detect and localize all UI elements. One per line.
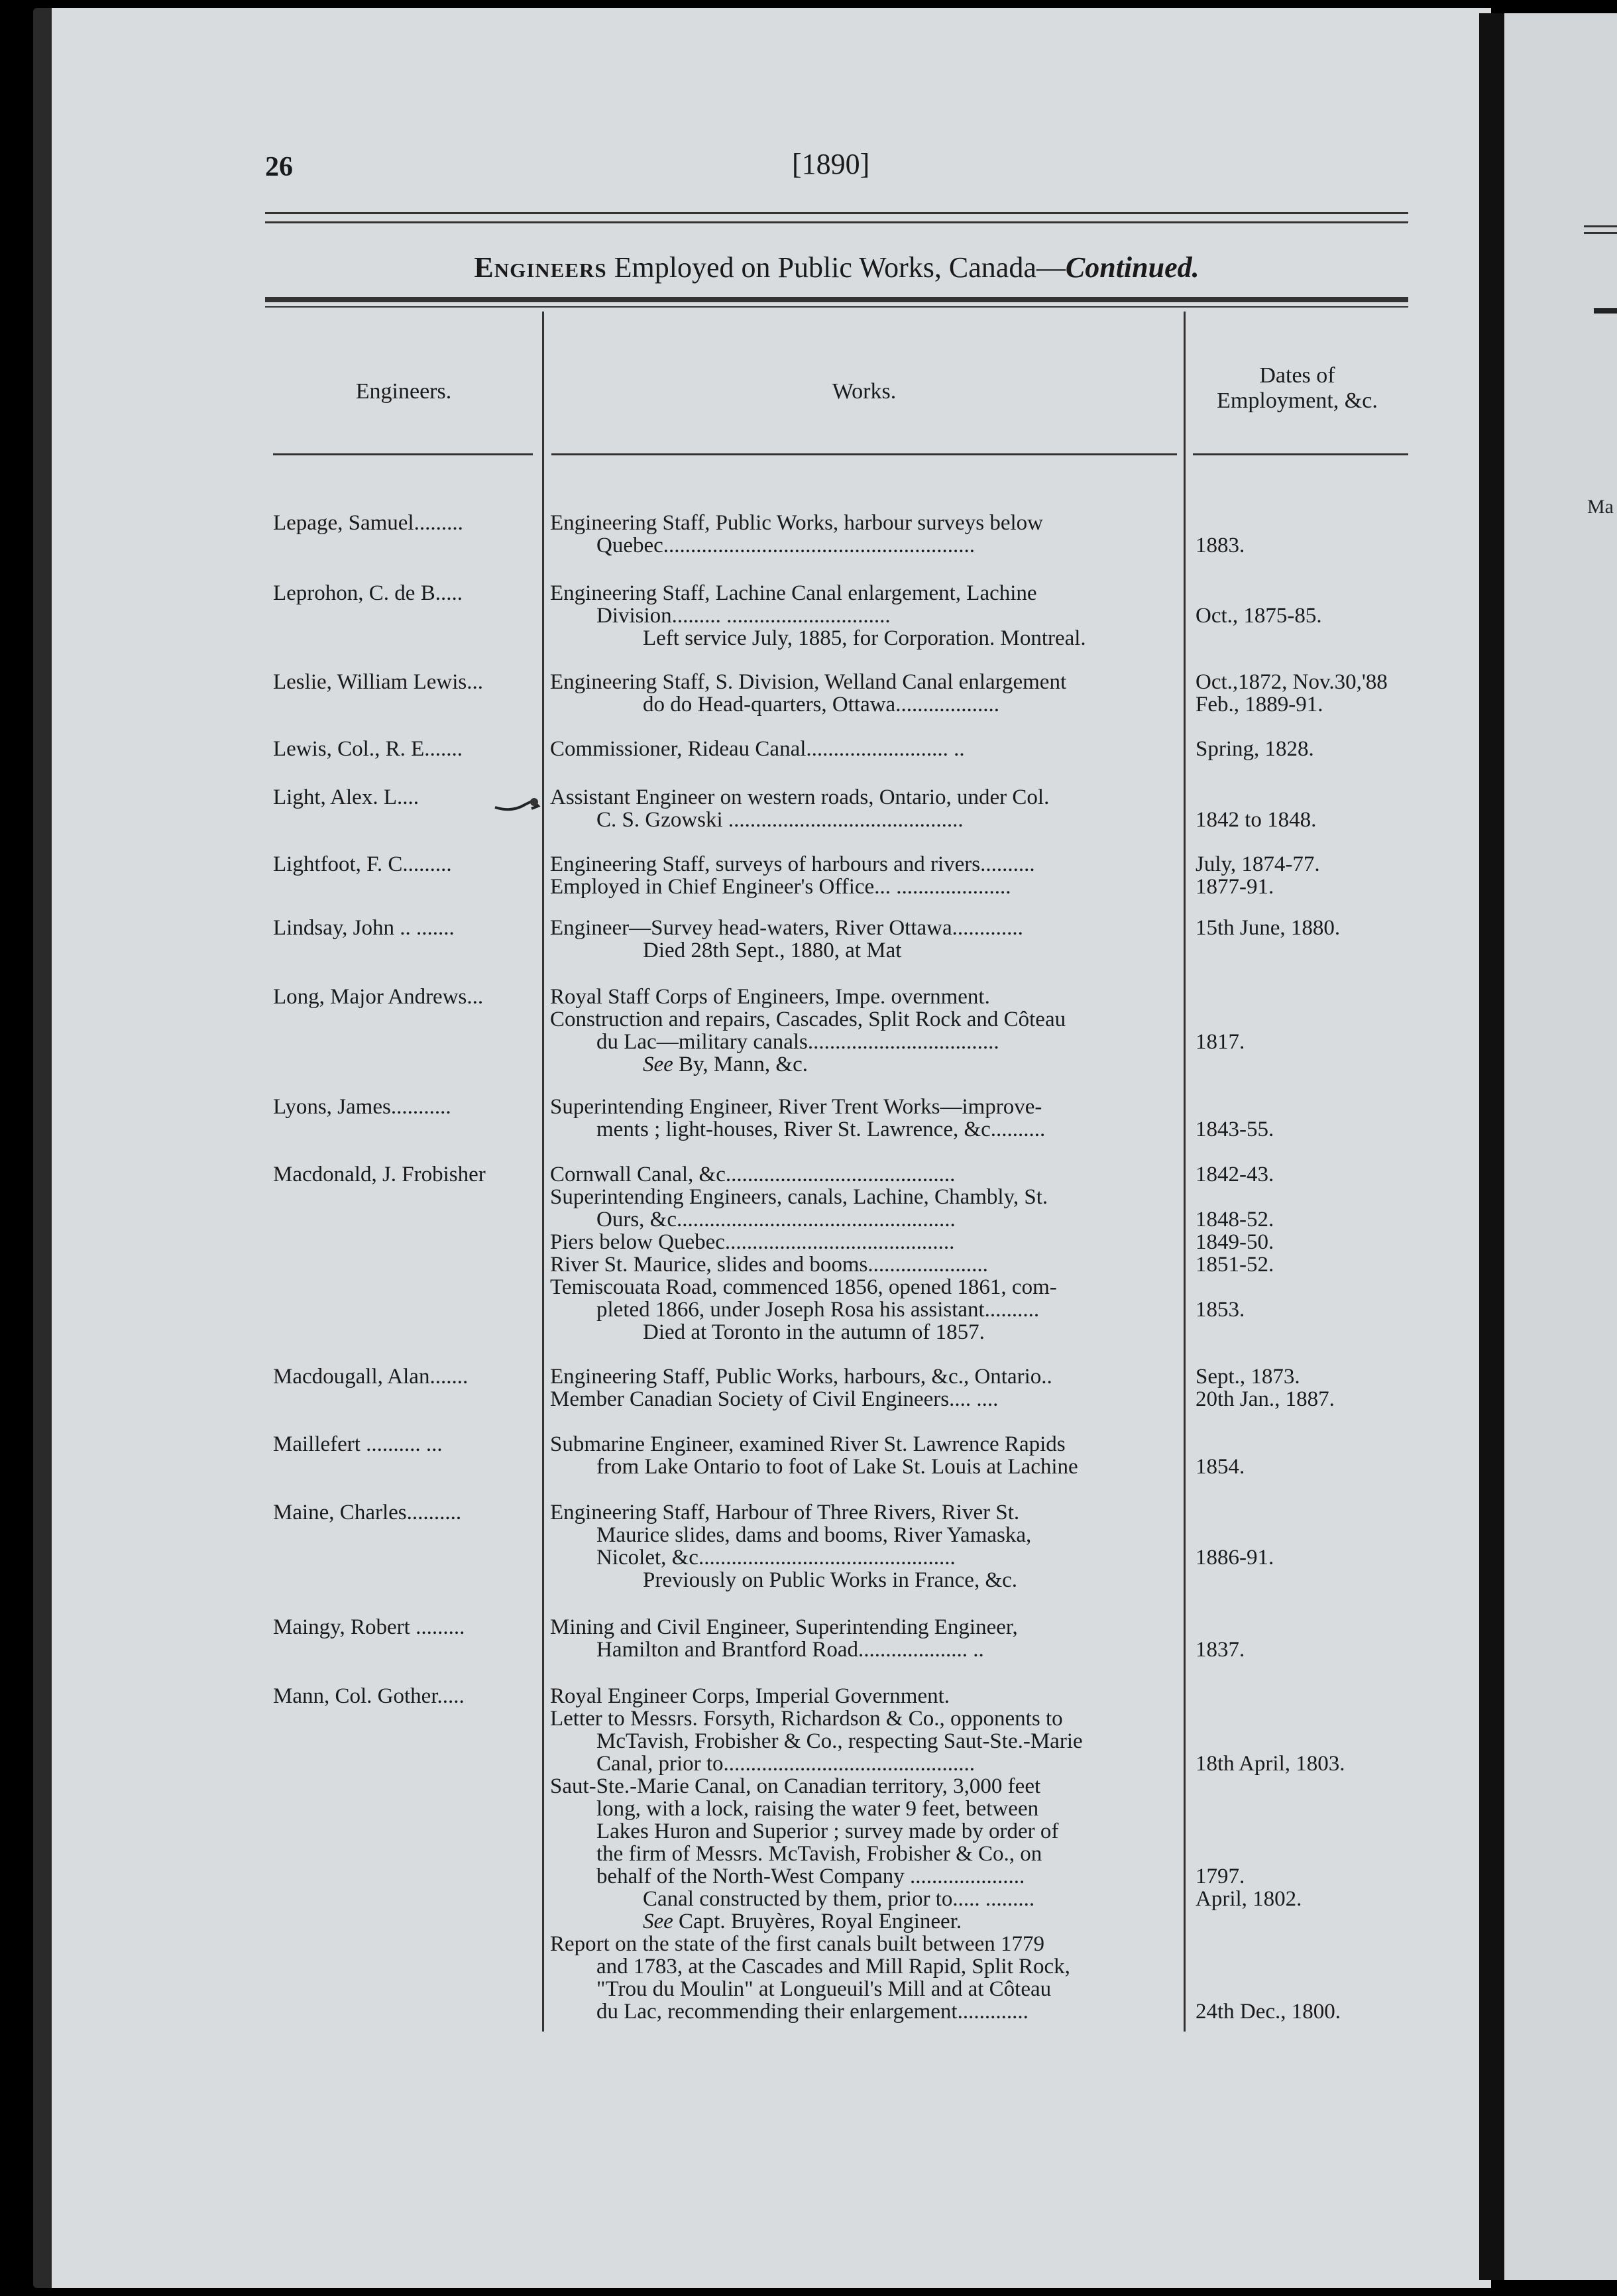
works-cell xyxy=(550,738,1183,760)
date-line xyxy=(1196,1685,1345,1707)
date-line: April, 1802. xyxy=(1196,1887,1302,1911)
works-line: Royal Engineer Corps, Imperial Government. xyxy=(550,1685,950,1707)
works-line: Engineering Staff, S. Division, Welland Canal enlargement xyxy=(550,671,1067,693)
date-line xyxy=(1196,1798,1345,1820)
works-line: Canal constructed by them, prior to..... ......... xyxy=(643,1888,1035,1910)
header-rule xyxy=(265,221,1408,223)
date-line xyxy=(1196,1910,1345,1933)
works-line: Engineering Staff, Lachine Canal enlargement, Lachine xyxy=(550,582,1037,604)
date-line xyxy=(1196,1008,1245,1031)
works-line: Member Canadian Society of Civil Engineers.... .... xyxy=(550,1388,999,1410)
works-line: Quebec......................................................... xyxy=(596,534,976,557)
date-line xyxy=(1196,1569,1274,1591)
works-line: River St. Maurice, slides and booms...................... xyxy=(550,1253,988,1276)
works-line: Letter to Messrs. Forsyth, Richardson & Co., opponents to xyxy=(550,1707,1063,1730)
date-line: Spring, 1828. xyxy=(1196,737,1314,761)
date-line: 1877-91. xyxy=(1196,875,1274,899)
dates-cell xyxy=(1196,1433,1245,1478)
engineer-name: Light, Alex. L.... xyxy=(273,785,419,809)
engineer-name: Lindsay, John .. ....... xyxy=(273,916,455,940)
works-cell xyxy=(550,786,1183,831)
date-line: 1837. xyxy=(1196,1638,1245,1662)
date-line xyxy=(1196,1775,1345,1798)
date-line: 15th June, 1880. xyxy=(1196,916,1341,940)
date-line xyxy=(1196,1707,1345,1730)
works-cell xyxy=(550,1365,1183,1410)
works-line: See By, Mann, &c. xyxy=(643,1053,808,1076)
engineer-name: Lepage, Samuel......... xyxy=(273,511,463,535)
date-line xyxy=(1196,512,1245,534)
date-line xyxy=(1196,1933,1345,1955)
works-line: behalf of the North-West Company ..................... xyxy=(596,1865,1025,1888)
title-smallcaps: Engineers xyxy=(474,251,607,284)
engineer-name: Leslie, William Lewis... xyxy=(273,670,483,694)
works-line: Died 28th Sept., 1880, at Mat xyxy=(643,939,902,962)
column-header-dates xyxy=(1186,363,1408,414)
works-line: Cornwall Canal, &c.......................................... xyxy=(550,1163,956,1186)
facing-rule xyxy=(1584,232,1617,234)
dates-cell xyxy=(1196,1501,1274,1591)
date-line: Feb., 1889-91. xyxy=(1196,693,1323,717)
works-line: Assistant Engineer on western roads, Ontario, under Col. xyxy=(550,786,1050,809)
works-line: Ours, &c................................................... xyxy=(596,1208,956,1231)
column-underline xyxy=(273,453,533,455)
dates-header-line: Employment, &c. xyxy=(1217,388,1378,413)
works-line: C. S. Gzowski ........................................... xyxy=(596,809,964,831)
column-divider xyxy=(1184,312,1186,2032)
works-line: Engineering Staff, Public Works, harbours, &c., Ontario.. xyxy=(550,1365,1052,1388)
works-cell xyxy=(550,1096,1183,1141)
engineer-name: Leprohon, C. de B..... xyxy=(273,581,463,605)
works-cell xyxy=(550,582,1183,650)
date-line xyxy=(1196,986,1245,1008)
title-rule-thin xyxy=(265,306,1408,308)
works-line: du Lac—military canals................................... xyxy=(596,1031,999,1053)
date-line xyxy=(1196,627,1322,650)
engineer-name: Maingy, Robert ......... xyxy=(273,1615,465,1639)
works-line: Division......... .............................. xyxy=(596,604,891,627)
date-line: 1843-55. xyxy=(1196,1118,1274,1141)
works-line: Maurice slides, dams and booms, River Yamaska, xyxy=(596,1524,1032,1546)
works-line: long, with a lock, raising the water 9 feet, between xyxy=(596,1798,1039,1820)
date-line: Sept., 1873. xyxy=(1196,1365,1300,1389)
date-line: 1854. xyxy=(1196,1455,1245,1479)
works-line: Employed in Chief Engineer's Office... ..................... xyxy=(550,876,1011,898)
works-cell xyxy=(550,986,1183,1076)
engineer-name: Lewis, Col., R. E....... xyxy=(273,737,463,761)
page-year: [1890] xyxy=(792,148,870,180)
column-header-works: Works. xyxy=(832,379,897,404)
engineer-name: Lyons, James........... xyxy=(273,1095,451,1119)
facing-page xyxy=(1504,13,1617,2280)
works-line: from Lake Ontario to foot of Lake St. Louis at Lachine xyxy=(596,1456,1078,1478)
date-line xyxy=(1196,1955,1345,1978)
date-line xyxy=(1196,786,1316,809)
engineer-name: Maillefert .......... ... xyxy=(273,1432,443,1456)
works-line: Engineer—Survey head-waters, River Ottawa............. xyxy=(550,917,1023,939)
works-line: the firm of Messrs. McTavish, Frobisher & Co., on xyxy=(596,1843,1042,1865)
dates-cell xyxy=(1196,853,1320,898)
engineer-name: Mann, Col. Gother..... xyxy=(273,1684,465,1708)
works-line: Engineering Staff, Public Works, harbour surveys below xyxy=(550,512,1043,534)
works-line: Submarine Engineer, examined River St. Lawrence Rapids xyxy=(550,1433,1066,1456)
works-line: Canal, prior to.............................................. xyxy=(596,1752,976,1775)
page-title xyxy=(265,251,1408,284)
works-line: ments ; light-houses, River St. Lawrence, &c.......... xyxy=(596,1118,1046,1141)
date-line: 1886-91. xyxy=(1196,1546,1274,1570)
date-line xyxy=(1196,1186,1274,1208)
column-underline xyxy=(551,453,1177,455)
works-line: Left service July, 1885, for Corporation. Montreal. xyxy=(643,627,1086,650)
dates-cell xyxy=(1196,1616,1245,1661)
date-line: 1842 to 1848. xyxy=(1196,808,1317,832)
works-cell xyxy=(550,671,1183,716)
works-line: Saut-Ste.-Marie Canal, on Canadian territory, 3,000 feet xyxy=(550,1775,1041,1798)
date-line: July, 1874-77. xyxy=(1196,852,1320,876)
date-line: 1883. xyxy=(1196,534,1245,557)
date-line xyxy=(1196,1321,1274,1344)
date-line: 20th Jan., 1887. xyxy=(1196,1387,1335,1411)
works-line: Superintending Engineer, River Trent Works—improve- xyxy=(550,1096,1042,1118)
date-line: Oct.,1872, Nov.30,'88 xyxy=(1196,670,1388,694)
date-line: Oct., 1875-85. xyxy=(1196,604,1322,628)
works-line: Construction and repairs, Cascades, Split Rock and Côteau xyxy=(550,1008,1066,1031)
works-line: pleted 1866, under Joseph Rosa his assistant.......... xyxy=(596,1298,1040,1321)
date-line: 24th Dec., 1800. xyxy=(1196,2000,1341,2024)
works-line: do do Head-quarters, Ottawa................... xyxy=(643,693,999,716)
dates-cell xyxy=(1196,512,1245,557)
works-line: Hamilton and Brantford Road.................... .. xyxy=(596,1638,984,1661)
column-header-engineers: Engineers. xyxy=(355,379,452,404)
date-line: 18th April, 1803. xyxy=(1196,1752,1345,1776)
works-line: Temiscouata Road, commenced 1856, opened 1861, com- xyxy=(550,1276,1057,1298)
date-line: 1851-52. xyxy=(1196,1253,1274,1277)
date-line: 1848-52. xyxy=(1196,1208,1274,1232)
dates-cell xyxy=(1196,1096,1274,1141)
date-line xyxy=(1196,1053,1245,1076)
title-rule-thick xyxy=(265,297,1408,302)
works-line: and 1783, at the Cascades and Mill Rapid, Split Rock, xyxy=(596,1955,1070,1978)
date-line xyxy=(1196,582,1322,604)
date-line: 1849-50. xyxy=(1196,1230,1274,1254)
date-line xyxy=(1196,1820,1345,1843)
engineer-name: Lightfoot, F. C......... xyxy=(273,852,452,876)
dates-cell xyxy=(1196,582,1322,650)
date-line xyxy=(1196,1978,1345,2000)
works-line: Commissioner, Rideau Canal.......................... .. xyxy=(550,738,965,760)
date-line xyxy=(1196,1524,1274,1546)
works-line: Report on the state of the first canals built between 1779 xyxy=(550,1933,1044,1955)
works-cell xyxy=(550,1685,1183,2023)
date-line xyxy=(1196,1096,1274,1118)
works-cell xyxy=(550,1616,1183,1661)
date-line xyxy=(1196,1616,1245,1638)
works-line: "Trou du Moulin" at Longueuil's Mill and at Côteau xyxy=(596,1978,1052,2000)
date-line: 1797. xyxy=(1196,1865,1245,1888)
title-italic: Continued. xyxy=(1065,251,1199,284)
dates-cell xyxy=(1196,671,1388,716)
date-line xyxy=(1196,1433,1245,1456)
works-line: Superintending Engineers, canals, Lachine, Chambly, St. xyxy=(550,1186,1048,1208)
column-underline xyxy=(1193,453,1408,455)
works-line: Engineering Staff, Harbour of Three Rivers, River St. xyxy=(550,1501,1020,1524)
works-cell xyxy=(550,1501,1183,1591)
date-line xyxy=(1196,1730,1345,1752)
works-line: Nicolet, &c............................................... xyxy=(596,1546,956,1569)
works-line: Previously on Public Works in France, &c. xyxy=(643,1569,1018,1591)
works-cell xyxy=(550,1433,1183,1478)
dates-cell xyxy=(1196,986,1245,1076)
page-number: 26 xyxy=(265,152,293,182)
dates-header-line: Dates of xyxy=(1259,363,1335,388)
works-line: See Capt. Bruyères, Royal Engineer. xyxy=(643,1910,962,1933)
date-line xyxy=(1196,1843,1345,1865)
book-gutter xyxy=(1479,13,1506,2280)
date-line: 1817. xyxy=(1196,1030,1245,1054)
works-cell xyxy=(550,917,1183,962)
date-line xyxy=(1196,1501,1274,1524)
title-main: Employed on Public Works, Canada— xyxy=(606,251,1066,284)
works-line: Mining and Civil Engineer, Superintending Engineer, xyxy=(550,1616,1018,1638)
ink-smudge xyxy=(492,789,551,815)
facing-rule-thick xyxy=(1594,308,1617,314)
date-line: 1853. xyxy=(1196,1298,1245,1322)
dates-cell xyxy=(1196,1685,1345,2023)
works-line: Piers below Quebec.......................................... xyxy=(550,1231,955,1253)
engineer-name: Macdougall, Alan....... xyxy=(273,1365,469,1389)
works-line: McTavish, Frobisher & Co., respecting Saut-Ste.-Marie xyxy=(596,1730,1083,1752)
dates-cell xyxy=(1196,917,1340,962)
works-line: du Lac, recommending their enlargement............. xyxy=(596,2000,1029,2023)
date-line xyxy=(1196,939,1340,962)
works-cell xyxy=(550,512,1183,557)
works-line: Died at Toronto in the autumn of 1857. xyxy=(643,1321,985,1344)
works-cell xyxy=(550,853,1183,898)
dates-cell xyxy=(1196,1163,1274,1344)
engineer-name: Long, Major Andrews... xyxy=(273,985,484,1009)
date-line xyxy=(1196,1276,1274,1298)
engineer-name: Macdonald, J. Frobisher xyxy=(273,1163,486,1186)
works-line: Lakes Huron and Superior ; survey made by order of xyxy=(596,1820,1059,1843)
works-cell xyxy=(550,1163,1183,1344)
dates-cell xyxy=(1196,1365,1335,1410)
facing-rule xyxy=(1584,225,1617,227)
date-line: 1842-43. xyxy=(1196,1163,1274,1186)
facing-page-fragment: Ma xyxy=(1587,496,1614,518)
dates-cell xyxy=(1196,738,1314,760)
works-line: Royal Staff Corps of Engineers, Impe. overnment. xyxy=(550,986,990,1008)
column-divider xyxy=(542,312,544,2032)
works-line: Engineering Staff, surveys of harbours and rivers.......... xyxy=(550,853,1035,876)
header-rule xyxy=(265,212,1408,214)
engineer-name: Maine, Charles.......... xyxy=(273,1501,462,1524)
dates-cell xyxy=(1196,786,1316,831)
